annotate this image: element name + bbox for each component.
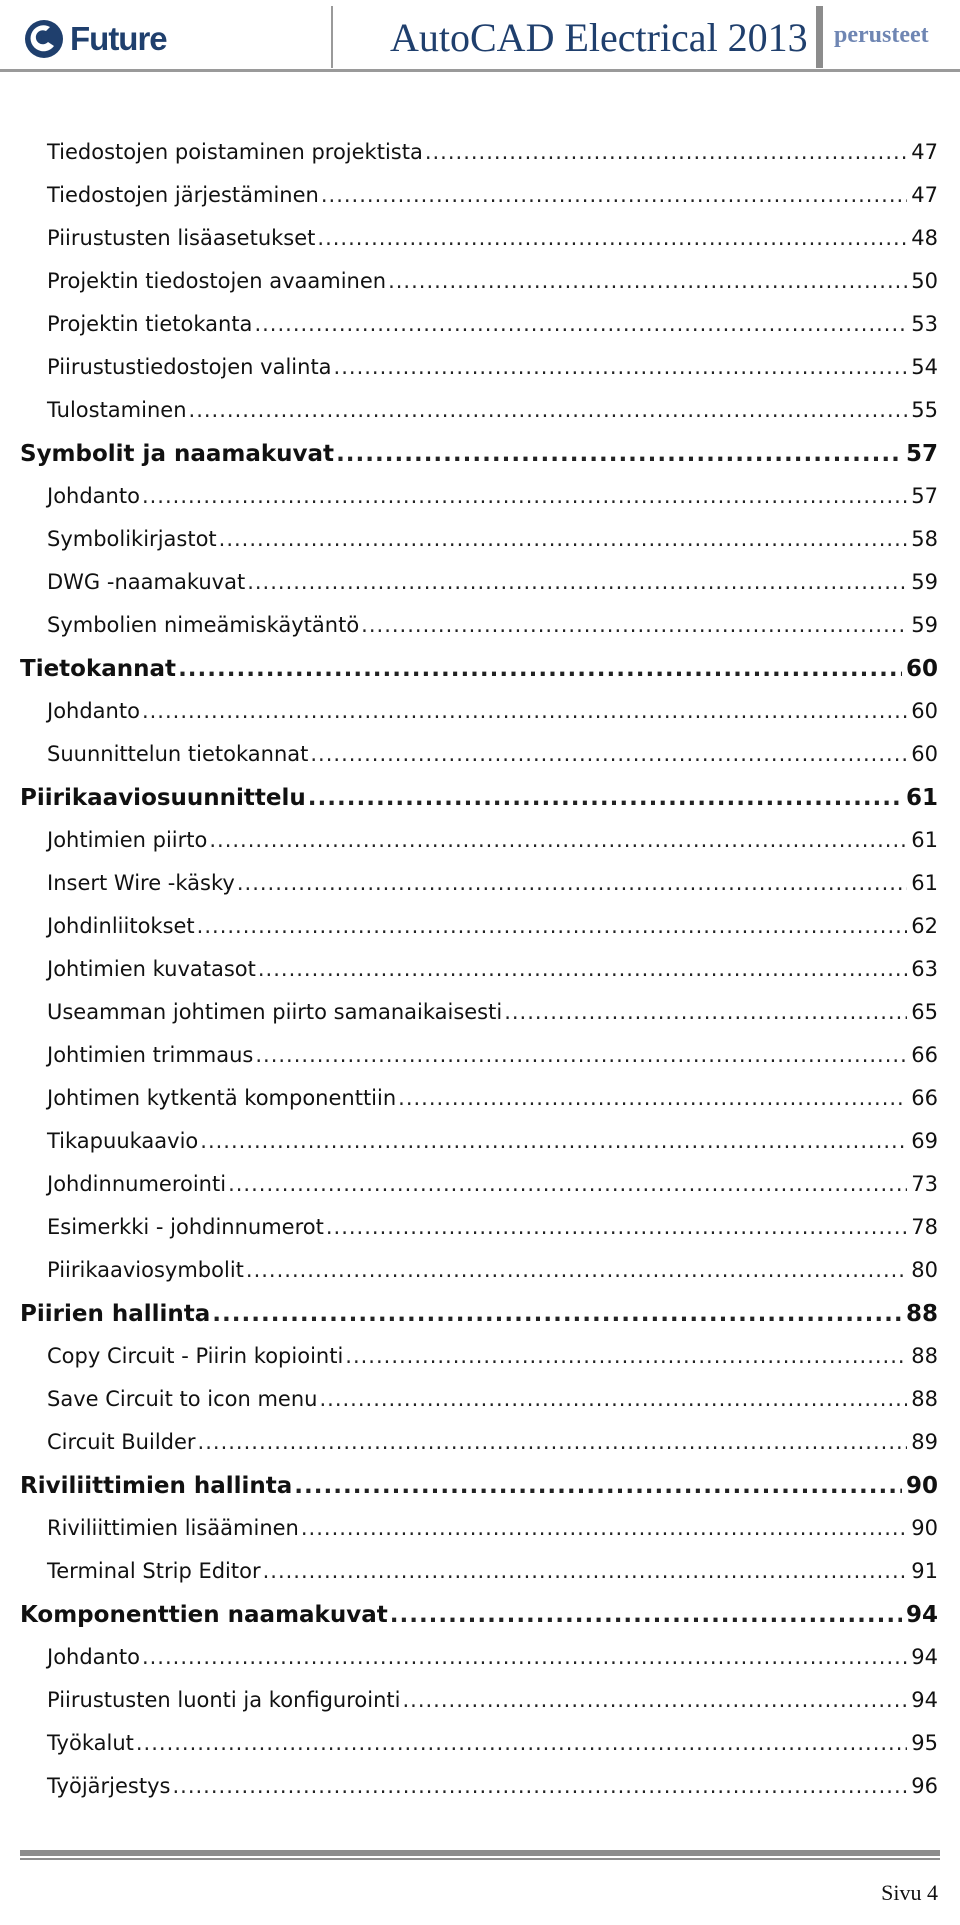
toc-dot-leader bbox=[247, 570, 907, 594]
toc-entry-page: 60 bbox=[911, 699, 938, 723]
toc-entry-label: Esimerkki - johdinnumerot bbox=[47, 1215, 324, 1239]
toc-section-entry[interactable] bbox=[0, 1043, 960, 1086]
toc-section-entry[interactable] bbox=[0, 613, 960, 656]
toc-dot-leader bbox=[326, 1215, 907, 1239]
toc-section-entry[interactable] bbox=[0, 527, 960, 570]
toc-entry-label: Tiedostojen poistaminen projektista bbox=[47, 140, 423, 164]
toc-section-entry[interactable] bbox=[0, 355, 960, 398]
toc-dot-leader bbox=[388, 269, 907, 293]
toc-dot-leader bbox=[200, 1129, 907, 1153]
toc-entry-page: 61 bbox=[905, 785, 938, 811]
toc-entry-page: 47 bbox=[911, 140, 938, 164]
toc-entry-label: Tulostaminen bbox=[47, 398, 187, 422]
toc-section-entry[interactable] bbox=[0, 828, 960, 871]
toc-entry-label: Tiedostojen järjestäminen bbox=[47, 183, 319, 207]
toc-entry-label: Suunnittelun tietokannat bbox=[47, 742, 309, 766]
toc-entry-page: 48 bbox=[911, 226, 938, 250]
toc-entry-page: 53 bbox=[911, 312, 938, 336]
toc-entry-page: 61 bbox=[911, 828, 938, 852]
toc-entry-page: 69 bbox=[911, 1129, 938, 1153]
future-logo bbox=[24, 14, 167, 64]
toc-dot-leader bbox=[255, 1043, 907, 1067]
header-rule bbox=[0, 69, 960, 72]
toc-section-entry[interactable] bbox=[0, 957, 960, 1000]
toc-entry-label: Piirikaaviosuunnittelu bbox=[20, 785, 306, 811]
toc-section-entry[interactable] bbox=[0, 1086, 960, 1129]
toc-dot-leader bbox=[189, 398, 908, 422]
toc-dot-leader bbox=[212, 1301, 902, 1327]
toc-section-entry[interactable] bbox=[0, 742, 960, 785]
toc-dot-leader bbox=[390, 1602, 902, 1628]
toc-section-entry[interactable] bbox=[0, 699, 960, 742]
table-of-contents bbox=[0, 140, 960, 1817]
toc-dot-leader bbox=[178, 656, 902, 682]
toc-entry-label: DWG -naamakuvat bbox=[47, 570, 246, 594]
toc-dot-leader bbox=[308, 785, 902, 811]
toc-section-entry[interactable] bbox=[0, 1731, 960, 1774]
toc-entry-page: 91 bbox=[911, 1559, 938, 1583]
document-title: AutoCAD Electrical 2013 bbox=[390, 15, 808, 60]
toc-entry-page: 89 bbox=[911, 1430, 938, 1454]
toc-section-entry[interactable] bbox=[0, 1215, 960, 1258]
toc-section-entry[interactable] bbox=[0, 398, 960, 441]
toc-section-entry[interactable] bbox=[0, 226, 960, 269]
toc-entry-label: Piirustusten luonti ja konfigurointi bbox=[47, 1688, 401, 1712]
toc-section-entry[interactable] bbox=[0, 1000, 960, 1043]
toc-entry-page: 88 bbox=[911, 1387, 938, 1411]
toc-section-entry[interactable] bbox=[0, 1172, 960, 1215]
future-logo-icon bbox=[24, 19, 64, 59]
header-divider-thick bbox=[816, 6, 823, 68]
toc-dot-leader bbox=[209, 828, 907, 852]
toc-entry-label: Symbolien nimeämiskäytäntö bbox=[47, 613, 360, 637]
toc-section-entry[interactable] bbox=[0, 1516, 960, 1559]
toc-entry-label: Johdinliitokset bbox=[47, 914, 195, 938]
toc-section-entry[interactable] bbox=[0, 871, 960, 914]
toc-dot-leader bbox=[219, 527, 908, 551]
toc-section-entry[interactable] bbox=[0, 1387, 960, 1430]
toc-section-entry[interactable] bbox=[0, 269, 960, 312]
toc-dot-leader bbox=[246, 1258, 907, 1282]
toc-entry-label: Save Circuit to icon menu bbox=[47, 1387, 318, 1411]
toc-entry-page: 73 bbox=[911, 1172, 938, 1196]
toc-entry-label: Tikapuukaavio bbox=[47, 1129, 199, 1153]
toc-dot-leader bbox=[142, 699, 907, 723]
toc-entry-label: Johdanto bbox=[47, 1645, 140, 1669]
toc-entry-page: 61 bbox=[911, 871, 938, 895]
toc-entry-label: Työjärjestys bbox=[47, 1774, 171, 1798]
toc-entry-page: 62 bbox=[911, 914, 938, 938]
toc-dot-leader bbox=[321, 183, 907, 207]
toc-entry-page: 60 bbox=[905, 656, 938, 682]
toc-entry-page: 96 bbox=[911, 1774, 938, 1798]
toc-dot-leader bbox=[228, 1172, 907, 1196]
toc-dot-leader bbox=[136, 1731, 907, 1755]
toc-section-entry[interactable] bbox=[0, 183, 960, 226]
toc-entry-page: 59 bbox=[911, 613, 938, 637]
toc-chapter-entry[interactable] bbox=[0, 441, 960, 484]
toc-section-entry[interactable] bbox=[0, 1344, 960, 1387]
toc-chapter-entry[interactable] bbox=[0, 1602, 960, 1645]
toc-dot-leader bbox=[258, 957, 907, 981]
toc-entry-label: Projektin tietokanta bbox=[47, 312, 253, 336]
toc-dot-leader bbox=[198, 1430, 908, 1454]
toc-section-entry[interactable] bbox=[0, 1430, 960, 1473]
toc-section-entry[interactable] bbox=[0, 1129, 960, 1172]
toc-dot-leader bbox=[301, 1516, 907, 1540]
toc-entry-page: 59 bbox=[911, 570, 938, 594]
toc-entry-label: Johdinnumerointi bbox=[47, 1172, 227, 1196]
toc-entry-page: 88 bbox=[911, 1344, 938, 1368]
footer-rule-thin bbox=[20, 1858, 940, 1860]
toc-entry-label: Piirikaaviosymbolit bbox=[47, 1258, 244, 1282]
toc-entry-label: Terminal Strip Editor bbox=[47, 1559, 261, 1583]
toc-entry-label: Piirustusten lisäasetukset bbox=[47, 226, 316, 250]
toc-dot-leader bbox=[319, 1387, 907, 1411]
toc-entry-page: 88 bbox=[905, 1301, 938, 1327]
toc-section-entry[interactable] bbox=[0, 1774, 960, 1817]
toc-entry-page: 63 bbox=[911, 957, 938, 981]
toc-entry-page: 60 bbox=[911, 742, 938, 766]
toc-entry-label: Johtimien kuvatasot bbox=[47, 957, 256, 981]
toc-entry-page: 47 bbox=[911, 183, 938, 207]
toc-dot-leader bbox=[425, 140, 907, 164]
toc-dot-leader bbox=[310, 742, 907, 766]
toc-entry-label: Symbolikirjastot bbox=[47, 527, 217, 551]
toc-entry-page: 90 bbox=[905, 1473, 938, 1499]
toc-entry-label: Tietokannat bbox=[20, 656, 177, 682]
header-divider bbox=[331, 6, 333, 68]
toc-entry-label: Circuit Builder bbox=[47, 1430, 196, 1454]
toc-entry-label: Johdanto bbox=[47, 699, 140, 723]
toc-dot-leader bbox=[237, 871, 907, 895]
toc-section-entry[interactable] bbox=[0, 312, 960, 355]
logo-text: Future bbox=[70, 20, 167, 57]
toc-section-entry[interactable] bbox=[0, 914, 960, 957]
toc-chapter-entry[interactable] bbox=[0, 656, 960, 699]
toc-section-entry[interactable] bbox=[0, 140, 960, 183]
toc-entry-page: 57 bbox=[905, 441, 938, 467]
toc-entry-label: Projektin tiedostojen avaaminen bbox=[47, 269, 387, 293]
toc-dot-leader bbox=[317, 226, 907, 250]
toc-entry-label: Työkalut bbox=[47, 1731, 134, 1755]
toc-entry-page: 94 bbox=[911, 1645, 938, 1669]
toc-entry-page: 94 bbox=[905, 1602, 938, 1628]
toc-entry-page: 54 bbox=[911, 355, 938, 379]
toc-chapter-entry[interactable] bbox=[0, 785, 960, 828]
toc-entry-page: 66 bbox=[911, 1086, 938, 1110]
toc-section-entry[interactable] bbox=[0, 570, 960, 613]
toc-dot-leader bbox=[402, 1688, 907, 1712]
toc-dot-leader bbox=[398, 1086, 907, 1110]
toc-chapter-entry[interactable] bbox=[0, 1301, 960, 1344]
toc-entry-label: Riviliittimien lisääminen bbox=[47, 1516, 299, 1540]
toc-entry-page: 58 bbox=[911, 527, 938, 551]
toc-entry-label: Insert Wire -käsky bbox=[47, 871, 235, 895]
toc-entry-label: Useamman johtimen piirto samanaikaisesti bbox=[47, 1000, 503, 1024]
toc-entry-label: Komponenttien naamakuvat bbox=[20, 1602, 388, 1628]
toc-entry-label: Piirustustiedostojen valinta bbox=[47, 355, 332, 379]
toc-section-entry[interactable] bbox=[0, 484, 960, 527]
toc-section-entry[interactable] bbox=[0, 1559, 960, 1602]
toc-section-entry[interactable] bbox=[0, 1258, 960, 1301]
toc-entry-page: 90 bbox=[911, 1516, 938, 1540]
toc-entry-label: Johtimien trimmaus bbox=[47, 1043, 254, 1067]
toc-entry-page: 65 bbox=[911, 1000, 938, 1024]
toc-dot-leader bbox=[504, 1000, 907, 1024]
toc-entry-label: Riviliittimien hallinta bbox=[20, 1473, 293, 1499]
toc-dot-leader bbox=[361, 613, 907, 637]
toc-section-entry[interactable] bbox=[0, 1688, 960, 1731]
toc-entry-page: 78 bbox=[911, 1215, 938, 1239]
toc-chapter-entry[interactable] bbox=[0, 1473, 960, 1516]
toc-entry-label: Johtimen kytkentä komponenttiin bbox=[47, 1086, 397, 1110]
document-subtitle: perusteet bbox=[834, 22, 929, 48]
toc-entry-label: Johdanto bbox=[47, 484, 140, 508]
toc-entry-label: Copy Circuit - Piirin kopiointi bbox=[47, 1344, 344, 1368]
page-number: Sivu 4 bbox=[881, 1880, 938, 1905]
toc-entry-label: Symbolit ja naamakuvat bbox=[20, 441, 335, 467]
toc-entry-label: Piirien hallinta bbox=[20, 1301, 211, 1327]
toc-dot-leader bbox=[197, 914, 908, 938]
toc-entry-page: 66 bbox=[911, 1043, 938, 1067]
toc-dot-leader bbox=[263, 1559, 908, 1583]
toc-section-entry[interactable] bbox=[0, 1645, 960, 1688]
toc-entry-page: 57 bbox=[911, 484, 938, 508]
toc-dot-leader bbox=[345, 1344, 907, 1368]
toc-entry-page: 50 bbox=[911, 269, 938, 293]
toc-dot-leader bbox=[172, 1774, 907, 1798]
toc-dot-leader bbox=[254, 312, 907, 336]
toc-dot-leader bbox=[336, 441, 902, 467]
toc-entry-page: 95 bbox=[911, 1731, 938, 1755]
toc-entry-page: 94 bbox=[911, 1688, 938, 1712]
toc-entry-page: 80 bbox=[911, 1258, 938, 1282]
toc-dot-leader bbox=[334, 355, 908, 379]
toc-dot-leader bbox=[294, 1473, 902, 1499]
page-header bbox=[0, 0, 960, 76]
footer-rule bbox=[20, 1850, 940, 1856]
toc-entry-page: 55 bbox=[911, 398, 938, 422]
toc-dot-leader bbox=[142, 1645, 907, 1669]
toc-dot-leader bbox=[142, 484, 907, 508]
toc-entry-label: Johtimien piirto bbox=[47, 828, 208, 852]
